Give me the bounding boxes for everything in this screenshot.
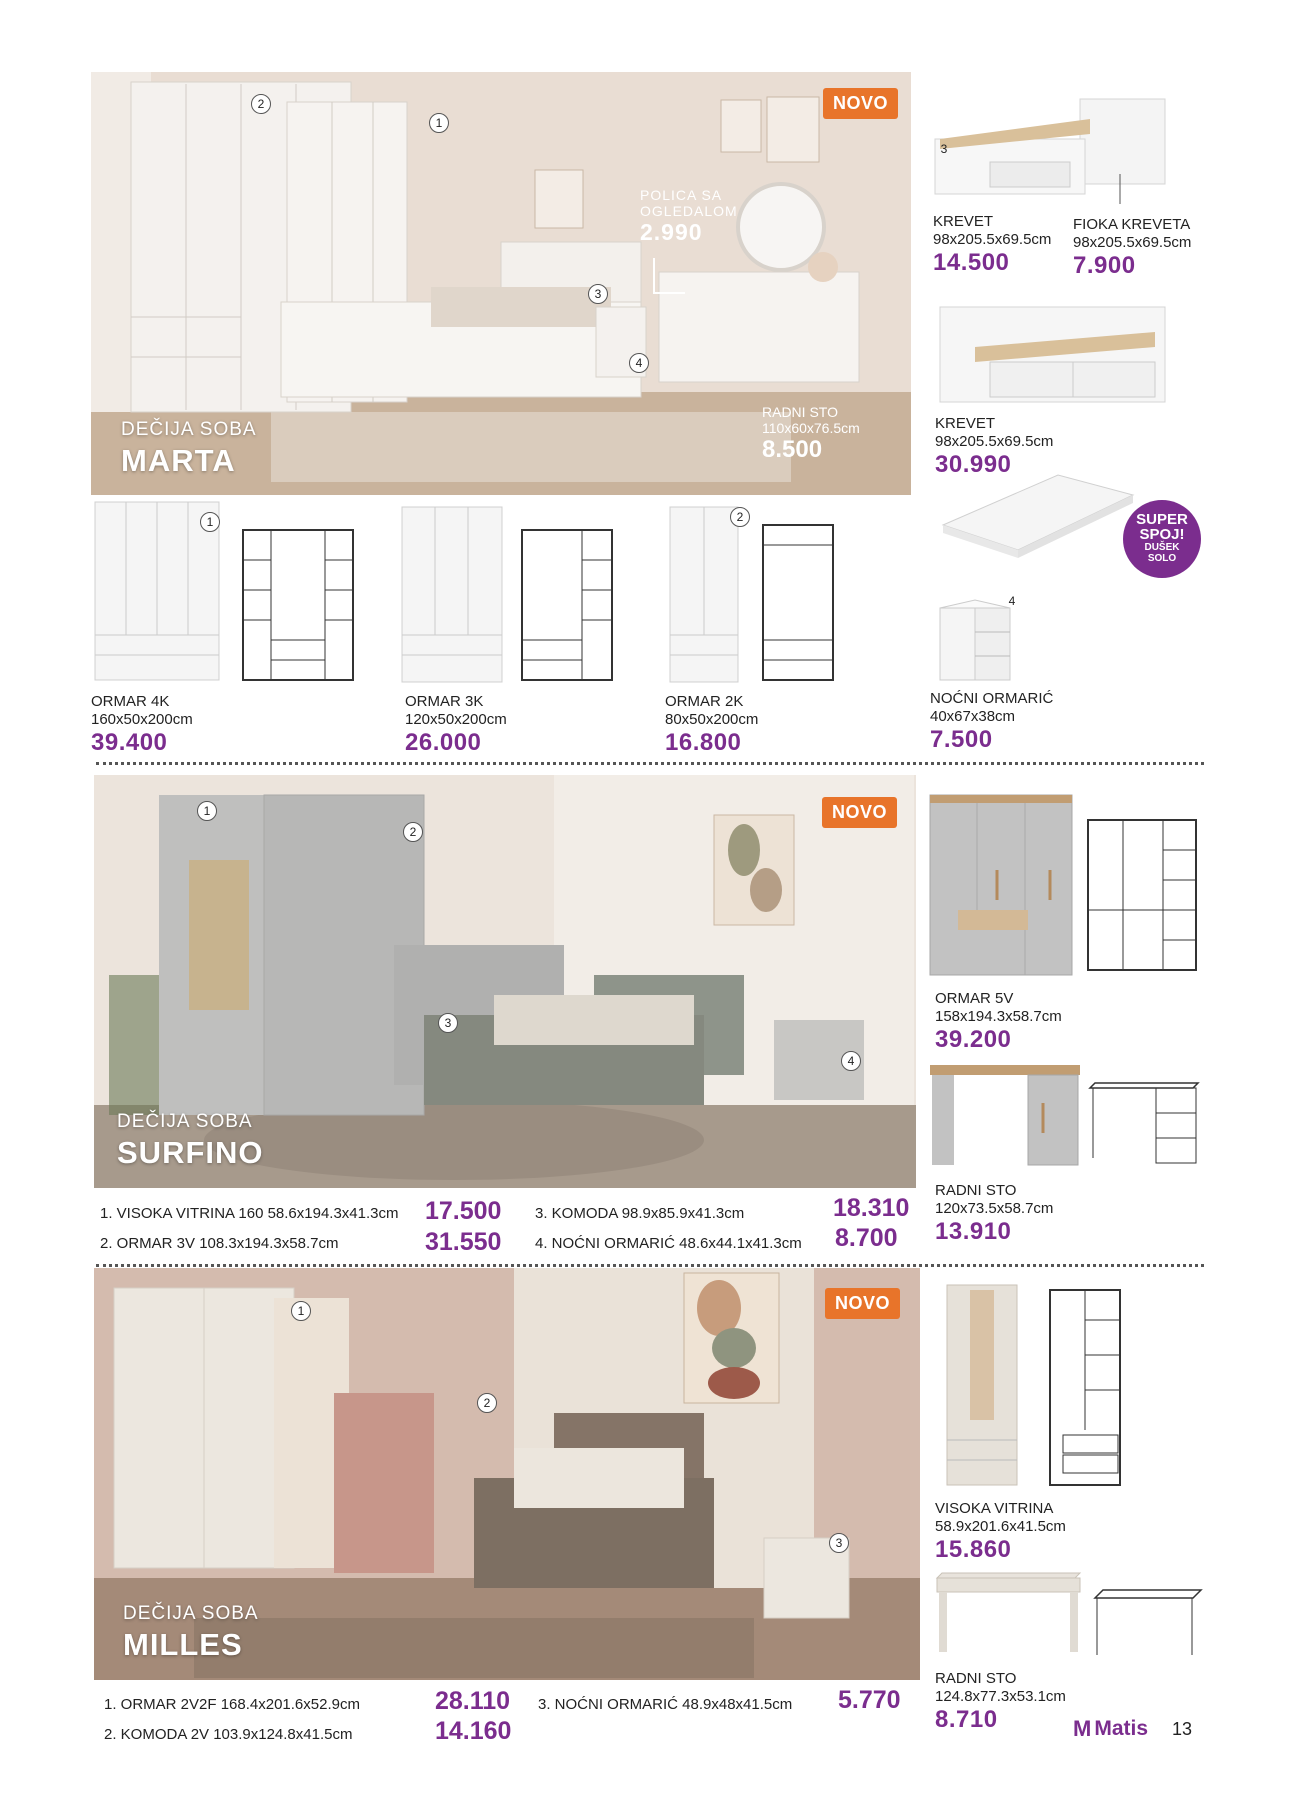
surfino-list-item-3: 3. KOMODA 98.9x85.9x41.3cm: [535, 1205, 745, 1222]
wardrobe-4k-marker: 1: [200, 512, 220, 532]
marta-bed1-marker: 3: [940, 142, 948, 156]
milles-novo-badge: NOVO: [825, 1288, 900, 1319]
surfino-room-name: SURFINO: [117, 1135, 264, 1170]
surfino-desk-price: 13.910: [935, 1218, 1012, 1245]
marta-desk-price: 8.500: [762, 436, 823, 463]
marta-shelf-name-2: OGLEDALOM: [640, 203, 738, 219]
surfino-wardrobe-dim: 158x194.3x58.7cm: [935, 1008, 1062, 1025]
wardrobe-2k-name: ORMAR 2K: [665, 693, 744, 710]
milles-list-price-2: 14.160: [435, 1717, 512, 1745]
marta-mattress-image: [938, 470, 1138, 560]
surfino-list-price-4: 8.700: [835, 1224, 898, 1252]
matis-logo-text: Matis: [1094, 1717, 1149, 1740]
milles-marker-2: 2: [477, 1393, 497, 1413]
marta-bed2-image: [935, 302, 1170, 412]
marta-bed1-image: [930, 94, 1170, 204]
marta-shelf-price: 2.990: [640, 219, 703, 245]
milles-desk-images: [935, 1570, 1205, 1660]
milles-room-sub: DEČIJA SOBA: [123, 1603, 259, 1624]
marta-wardrobe-2k-images: [668, 505, 838, 690]
wardrobe-3k-price: 26.000: [405, 729, 482, 756]
milles-list-item-3: 3. NOĆNI ORMARIĆ 48.9x48x41.5cm: [538, 1696, 793, 1713]
wardrobe-3k-name: ORMAR 3K: [405, 693, 484, 710]
surfino-desk-name: RADNI STO: [935, 1182, 1017, 1199]
marta-bed1-price: 14.500: [933, 249, 1010, 276]
milles-list-price-3: 5.770: [838, 1686, 901, 1714]
milles-desk-price: 8.710: [935, 1706, 998, 1733]
surfino-list-item-2: 2. ORMAR 3V 108.3x194.3x58.7cm: [100, 1235, 339, 1252]
nightstand-info: [930, 690, 1053, 754]
surfino-list-price-2: 31.550: [425, 1228, 502, 1256]
super-line1: SUPER: [1136, 511, 1188, 528]
wardrobe-4k-name: ORMAR 4K: [91, 693, 170, 710]
wardrobe-2k-dim: 80x50x200cm: [665, 711, 759, 728]
milles-vitrine-dim: 58.9x201.6x41.5cm: [935, 1518, 1066, 1535]
milles-vitrine-price: 15.860: [935, 1536, 1012, 1563]
milles-marker-3: 3: [829, 1533, 849, 1553]
milles-marker-1: 1: [291, 1301, 311, 1321]
nightstand-name: NOĆNI ORMARIĆ: [930, 690, 1054, 707]
surfino-wardrobe-price: 39.200: [935, 1026, 1012, 1053]
marta-room-sub: DEČIJA SOBA: [121, 419, 257, 440]
milles-room-name: MILLES: [123, 1627, 243, 1662]
surfino-marker-4: 4: [841, 1051, 861, 1071]
milles-room-label: [123, 1603, 259, 1663]
marta-drawer-name: FIOKA KREVETA: [1073, 216, 1191, 233]
surfino-desk-info: [935, 1182, 1053, 1246]
wardrobe-2k-marker: 2: [730, 507, 750, 527]
matis-logo: [1073, 1716, 1148, 1742]
super-line4: SOLO: [1147, 553, 1177, 564]
surfino-list-price-1: 17.500: [425, 1197, 502, 1225]
marta-novo-badge: NOVO: [823, 88, 898, 119]
marta-bed1-info: [933, 213, 1051, 277]
super-line3: DUŠEK: [1144, 542, 1180, 553]
marta-drawer-info: [1073, 216, 1191, 280]
section-divider-2: [96, 1264, 1204, 1267]
milles-desk-name: RADNI STO: [935, 1670, 1017, 1687]
milles-vitrine-name: VISOKA VITRINA: [935, 1500, 1054, 1517]
surfino-wardrobe-name: ORMAR 5V: [935, 990, 1014, 1007]
surfino-wardrobe-images: [928, 790, 1200, 980]
surfino-room-sub: DEČIJA SOBA: [117, 1111, 253, 1132]
marta-shelf-name-1: POLICA SA: [640, 187, 723, 203]
surfino-desk-dim: 120x73.5x58.7cm: [935, 1200, 1054, 1217]
marta-bed1-dim: 98x205.5x69.5cm: [933, 231, 1052, 248]
marta-desk-dim: 110x60x76.5cm: [762, 420, 860, 436]
nightstand-dim: 40x67x38cm: [930, 708, 1016, 725]
marta-bed2-price: 30.990: [935, 451, 1012, 478]
surfino-list-item-1: 1. VISOKA VITRINA 160 58.6x194.3x41.3cm: [100, 1205, 399, 1222]
marta-wardrobe-4k-images: [93, 500, 358, 690]
nightstand-price: 7.500: [930, 726, 993, 753]
surfino-desk-images: [928, 1063, 1200, 1173]
milles-desk-info: [935, 1670, 1066, 1734]
wardrobe-2k-info: [665, 693, 758, 757]
marta-bed1-name: KREVET: [933, 213, 994, 230]
marta-nightstand-image: [935, 598, 1015, 683]
surfino-room-label: [117, 1111, 264, 1171]
super-line2: SPOJ!: [1139, 526, 1185, 543]
wardrobe-3k-dim: 120x50x200cm: [405, 711, 507, 728]
marta-marker-1: 1: [429, 113, 449, 133]
marta-desk-name: RADNI STO: [762, 404, 838, 420]
marta-marker-3: 3: [588, 284, 608, 304]
marta-bed2-name: KREVET: [935, 415, 996, 432]
marta-bed2-dim: 98x205.5x69.5cm: [935, 433, 1054, 450]
wardrobe-4k-price: 39.400: [91, 729, 168, 756]
page-number: 13: [1172, 1719, 1193, 1739]
marta-shelf-pointer: [653, 258, 685, 294]
wardrobe-2k-price: 16.800: [665, 729, 742, 756]
marta-room-name: MARTA: [121, 443, 236, 478]
marta-shelf-callout: [640, 187, 738, 246]
matis-logo-icon: M: [1073, 1716, 1092, 1741]
surfino-marker-2: 2: [403, 822, 423, 842]
surfino-wardrobe-info: [935, 990, 1062, 1054]
section-divider-1: [96, 762, 1204, 765]
marta-desk-callout: [762, 404, 860, 464]
marta-marker-2: 2: [251, 94, 271, 114]
marta-drawer-price: 7.900: [1073, 252, 1136, 279]
surfino-novo-badge: NOVO: [822, 797, 897, 828]
surfino-marker-1: 1: [197, 801, 217, 821]
marta-room-label: [121, 419, 257, 479]
nightstand-marker: 4: [1008, 594, 1016, 608]
wardrobe-3k-info: [405, 693, 507, 757]
marta-drawer-dim: 98x205.5x69.5cm: [1073, 234, 1192, 251]
marta-super-badge: [1123, 500, 1201, 578]
wardrobe-4k-dim: 160x50x200cm: [91, 711, 193, 728]
wardrobe-4k-info: [91, 693, 193, 757]
surfino-list-price-3: 18.310: [833, 1194, 910, 1222]
milles-vitrine-images: [945, 1280, 1125, 1492]
milles-desk-dim: 124.8x77.3x53.1cm: [935, 1688, 1066, 1705]
surfino-marker-3: 3: [438, 1013, 458, 1033]
milles-list-item-1: 1. ORMAR 2V2F 168.4x201.6x52.9cm: [104, 1696, 360, 1713]
marta-marker-4: 4: [629, 353, 649, 373]
surfino-list-item-4: 4. NOĆNI ORMARIĆ 48.6x44.1x41.3cm: [535, 1235, 802, 1252]
milles-list-price-1: 28.110: [435, 1687, 511, 1715]
milles-list-item-2: 2. KOMODA 2V 103.9x124.8x41.5cm: [104, 1726, 353, 1743]
marta-wardrobe-3k-images: [400, 505, 615, 690]
milles-vitrine-info: [935, 1500, 1066, 1564]
